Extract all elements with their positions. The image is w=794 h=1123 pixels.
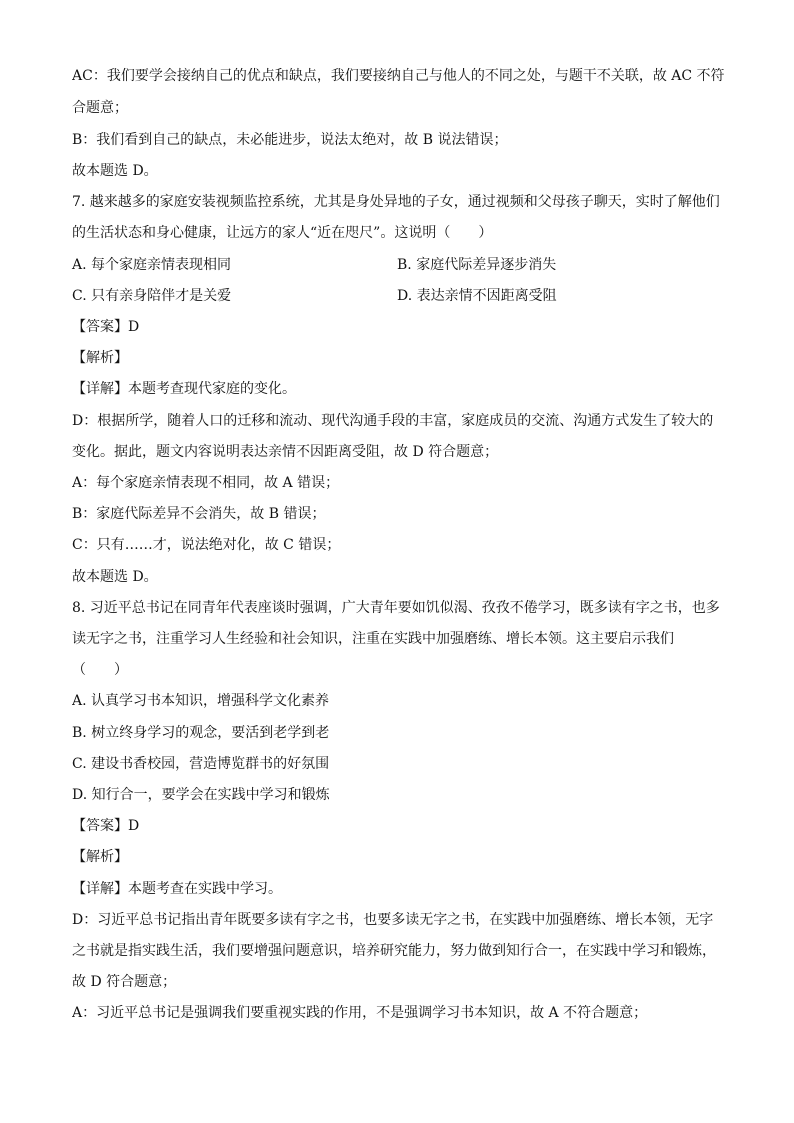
question-8-stem: （ ） [72, 662, 128, 678]
question-7-stem: 7. 越来越多的家庭安装视频监控系统，尤其是身处异地的子女，通过视频和父母孩子聊天，实时了解他们 [72, 194, 720, 210]
q8-option-b: B. 树立终身学习的观念，要活到老学到老 [72, 725, 330, 741]
text-line: C：只有……才，说法绝对化，故 C 错误； [72, 537, 341, 553]
text-line: AC：我们要学会接纳自己的优点和缺点，我们要接纳自己与他人的不同之处，与题干不关联，故 AC 不符 [72, 68, 725, 84]
analysis-label: 【解析】 [72, 849, 128, 865]
q8-option-c: C. 建设书香校园，营造博览群书的好氛围 [72, 756, 330, 772]
text-line: D：根据所学，随着人口的迁移和流动、现代沟通手段的丰富，家庭成员的交流、沟通方式发生了较大的 [72, 413, 714, 429]
text-line: 故本题选 D。 [72, 163, 158, 179]
text-line: B：家庭代际差异不会消失，故 B 错误； [72, 506, 326, 522]
text-line: D：习近平总书记指出青年既要多读有字之书，也要多读无字之书，在实践中加强磨练、增长本领，无字 [72, 912, 714, 928]
answer-label: 【答案】D [72, 818, 140, 834]
detail-line: 【详解】本题考查现代家庭的变化。 [72, 381, 296, 397]
text-line: A：习近平总书记是强调我们要重视实践的作用，不是强调学习书本知识，故 A 不符合题意； [72, 1005, 648, 1021]
q7-option-b: B. 家庭代际差异逐步消失 [397, 257, 557, 273]
text-line: 故 D 符合题意； [72, 974, 177, 990]
q7-option-c: C. 只有亲身陪伴才是关爱 [72, 288, 232, 304]
analysis-label: 【解析】 [72, 350, 128, 366]
question-7-stem: 的生活状态和身心健康，让远方的家人“近在咫尺”。这说明（ ） [72, 225, 493, 241]
q7-option-d: D. 表达亲情不因距离受阻 [397, 288, 557, 304]
text-line: 故本题选 D。 [72, 569, 158, 585]
answer-label: 【答案】D [72, 319, 140, 335]
question-8-stem: 8. 习近平总书记在同青年代表座谈时强调，广大青年要如饥似渴、孜孜不倦学习，既多读有字之书，也多 [72, 600, 720, 616]
text-line: 变化。据此，题文内容说明表达亲情不因距离受阻，故 D 符合题意； [72, 444, 499, 460]
q7-option-a: A. 每个家庭亲情表现相同 [72, 257, 232, 273]
text-line: 之书就是指实践生活，我们要增强问题意识，培养研究能力，努力做到知行合一，在实践中学习和锻炼， [72, 943, 716, 959]
text-line: 合题意； [72, 100, 128, 116]
text-line: A：每个家庭亲情表现不相同，故 A 错误； [72, 475, 340, 491]
q8-option-d: D. 知行合一，要学会在实践中学习和锻炼 [72, 787, 330, 803]
detail-line: 【详解】本题考查在实践中学习。 [72, 881, 282, 897]
question-8-stem: 读无字之书，注重学习人生经验和社会知识，注重在实践中加强磨练、增长本领。这主要启示我们 [72, 631, 674, 647]
q8-option-a: A. 认真学习书本知识，增强科学文化素养 [72, 693, 330, 709]
text-line: B：我们看到自己的缺点，未必能进步，说法太绝对，故 B 说法错误； [72, 132, 508, 148]
